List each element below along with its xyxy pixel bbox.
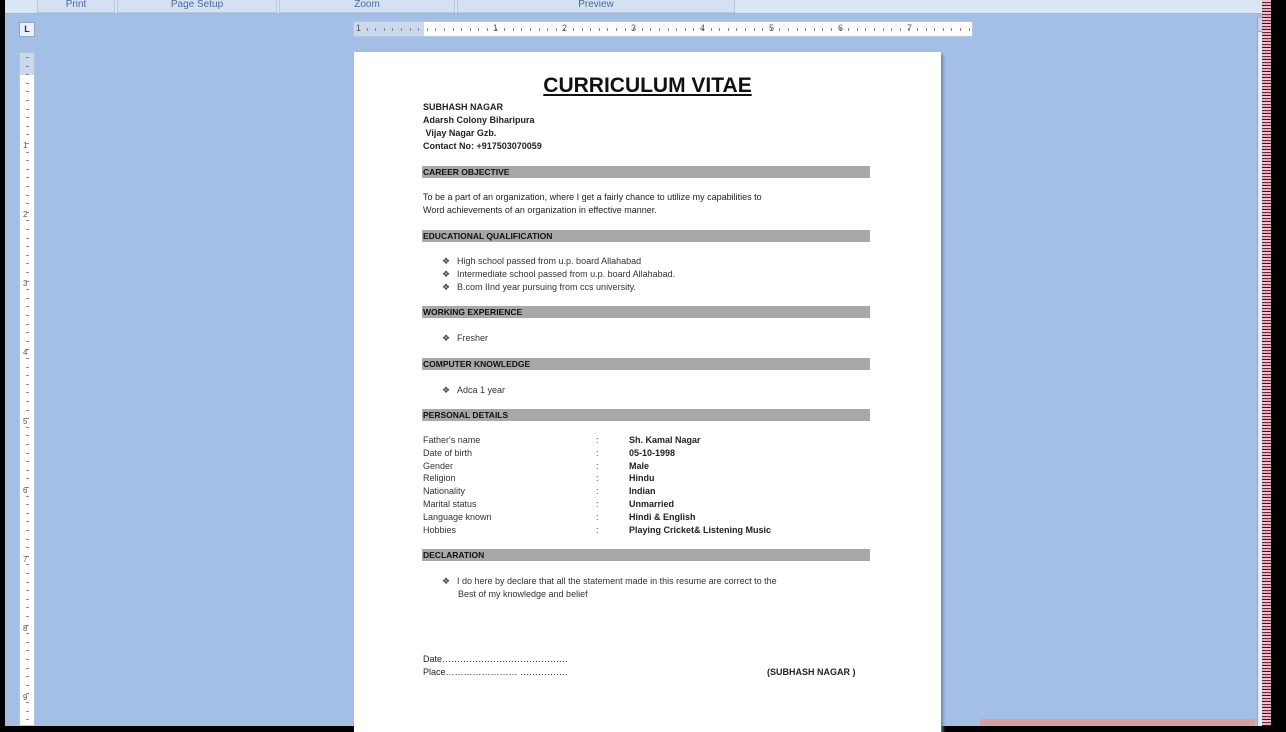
personal-colon: : xyxy=(596,486,599,497)
ruler-tick xyxy=(26,633,29,634)
ruler-tick xyxy=(26,66,29,67)
ruler-tick xyxy=(719,28,720,31)
ruler-tick xyxy=(590,28,591,31)
ruler-number: 6 xyxy=(838,23,844,33)
personal-colon: : xyxy=(596,447,599,458)
bullet-icon: ❖ xyxy=(442,256,451,266)
word-window xyxy=(5,0,1262,726)
ruler-tick xyxy=(848,28,849,31)
ruler-tick xyxy=(26,470,29,471)
ruler-tick xyxy=(26,676,29,677)
ruler-tick xyxy=(26,186,29,187)
ruler-number: 4 xyxy=(700,23,706,33)
ruler-tick xyxy=(26,461,29,462)
ruler-number: 3 xyxy=(631,23,637,33)
ruler-tick xyxy=(487,28,488,31)
ruler-tick xyxy=(26,117,29,118)
ruler-tick xyxy=(934,28,935,31)
horizontal-ruler[interactable] xyxy=(353,21,973,37)
ruler-tick xyxy=(754,28,755,31)
ruler-tick xyxy=(26,659,29,660)
ruler-tick xyxy=(461,28,462,31)
vertical-ruler[interactable] xyxy=(19,52,35,726)
ruler-tick xyxy=(951,28,952,31)
contact-line: Contact No: +917503070059 xyxy=(423,141,542,151)
ruler-tick xyxy=(401,28,402,31)
ruler-number: 4 xyxy=(23,348,28,357)
ruler-tick xyxy=(453,28,454,31)
declaration-text-2: Best of my knowledge and belief xyxy=(458,589,588,599)
ruler-tick xyxy=(26,435,29,436)
ruler-tick xyxy=(943,28,944,31)
personal-colon: : xyxy=(596,511,599,522)
ruler-tick xyxy=(26,367,29,368)
personal-colon: : xyxy=(596,435,599,445)
bullet-icon: ❖ xyxy=(442,576,451,586)
computer-item: ❖ Adca 1 year xyxy=(442,385,506,395)
ruler-tick xyxy=(900,28,901,31)
ruler-number: 1 xyxy=(493,23,499,33)
ruler-tick xyxy=(504,28,505,31)
date-line: Date…………………………………… xyxy=(423,654,569,664)
ruler-tick xyxy=(26,410,29,411)
ruler-tick xyxy=(26,478,29,479)
ruler-tick xyxy=(418,28,419,31)
personal-label: Gender xyxy=(423,460,454,471)
ruler-tick xyxy=(26,134,29,135)
section-working-experience: WORKING EXPERIENCE xyxy=(422,306,870,318)
personal-colon: : xyxy=(596,499,599,509)
ruler-tick xyxy=(26,152,29,153)
education-item: ❖ Intermediate school passed from u.p. board Allahabad. xyxy=(442,269,676,279)
ruler-tick xyxy=(444,28,445,31)
ruler-tick xyxy=(582,28,583,31)
section-education: EDUCATIONAL QUALIFICATION xyxy=(422,230,870,242)
ruler-tick xyxy=(960,28,961,31)
ruler-tick xyxy=(26,255,29,256)
personal-value: Sh. Kamal Nagar xyxy=(629,435,701,445)
ruler-tick xyxy=(805,28,806,31)
ribbon-group-print[interactable]: Print xyxy=(37,0,115,13)
section-personal-details: PERSONAL DETAILS xyxy=(422,409,870,421)
ruler-tick xyxy=(883,28,884,31)
ruler-tick xyxy=(26,238,29,239)
ruler-tick xyxy=(530,28,531,31)
ruler-tick xyxy=(547,28,548,31)
ruler-tick xyxy=(384,28,385,31)
personal-value: Hindi & English xyxy=(629,511,696,522)
bullet-icon: ❖ xyxy=(442,385,451,395)
ruler-tick xyxy=(26,109,29,110)
ruler-tick xyxy=(513,28,514,31)
ruler-tick xyxy=(367,28,368,31)
ruler-tick xyxy=(26,263,29,264)
ruler-tick xyxy=(26,504,29,505)
ruler-tick xyxy=(650,28,651,31)
ruler-tick xyxy=(865,28,866,31)
ruler-tick xyxy=(26,289,29,290)
ruler-tick xyxy=(26,341,29,342)
ruler-tick xyxy=(470,28,471,31)
ruler-tick xyxy=(26,392,29,393)
address-line-1: Adarsh Colony Biharipura xyxy=(423,115,535,125)
personal-label: Religion xyxy=(423,473,456,484)
document-page[interactable] xyxy=(354,52,941,732)
ruler-tick xyxy=(762,28,763,31)
ruler-tick xyxy=(26,582,29,583)
ruler-number: 5 xyxy=(769,23,775,33)
ruler-tick xyxy=(26,177,29,178)
ruler-number: 2 xyxy=(23,210,28,219)
ruler-number: 6 xyxy=(23,486,28,495)
ruler-tick xyxy=(26,272,29,273)
ruler-tick xyxy=(607,28,608,31)
ruler-tick xyxy=(26,375,29,376)
ruler-tick xyxy=(693,28,694,31)
ruler-tick xyxy=(26,126,29,127)
ruler-tick xyxy=(573,28,574,31)
declaration-item: ❖ I do here by declare that all the statement made in this resume are correct to the xyxy=(442,576,777,586)
ruler-tick xyxy=(26,315,29,316)
ruler-tick xyxy=(26,358,29,359)
ruler-tick xyxy=(26,547,29,548)
personal-colon: : xyxy=(596,460,599,471)
ruler-tick xyxy=(26,444,29,445)
ruler-tick xyxy=(917,28,918,31)
ruler-tick xyxy=(521,28,522,31)
ruler-tick xyxy=(26,57,29,58)
ruler-tick xyxy=(599,28,600,31)
ruler-tick xyxy=(26,607,29,608)
ruler-tick xyxy=(659,28,660,31)
ruler-tick xyxy=(711,28,712,31)
ruler-tick xyxy=(26,306,29,307)
education-item: ❖ High school passed from u.p. board Allahabad xyxy=(442,256,642,266)
ruler-tick xyxy=(26,616,29,617)
ribbon-group-page-setup[interactable]: Page Setup xyxy=(117,0,277,13)
personal-label: Father's name xyxy=(423,435,481,445)
ruler-tick xyxy=(26,711,29,712)
ruler-number: 9 xyxy=(23,693,28,702)
ruler-tick xyxy=(779,28,780,31)
name-line: SUBHASH NAGAR xyxy=(423,102,504,112)
ruler-tick xyxy=(728,28,729,31)
ruler-tick xyxy=(556,28,557,31)
ruler-tick xyxy=(26,401,29,402)
personal-colon: : xyxy=(596,473,599,484)
personal-value: 05-10-1998 xyxy=(629,447,676,458)
career-text-2: Word achievements of an organization in effective manner. xyxy=(423,205,657,215)
tab-selector[interactable]: L xyxy=(19,22,35,37)
ruler-tick xyxy=(926,28,927,31)
cv-title: CURRICULUM VITAE xyxy=(543,74,752,97)
ruler-number: 1 xyxy=(356,23,362,33)
ruler-tick xyxy=(857,28,858,31)
screen-edge-artifact xyxy=(1262,0,1271,726)
ruler-tick xyxy=(375,28,376,31)
ruler-number: 2 xyxy=(562,23,568,33)
education-item: ❖ B.com IInd year pursuing from ccs university. xyxy=(442,282,636,292)
ruler-tick xyxy=(26,642,29,643)
ruler-tick xyxy=(26,324,29,325)
ruler-tick xyxy=(26,100,29,101)
ruler-tick xyxy=(26,229,29,230)
ruler-tick xyxy=(26,220,29,221)
ruler-tick xyxy=(26,246,29,247)
ruler-tick xyxy=(26,719,29,720)
ruler-tick xyxy=(26,427,29,428)
ruler-tick xyxy=(26,91,29,92)
ruler-tick xyxy=(676,28,677,31)
ruler-number: 7 xyxy=(23,555,28,564)
ruler-tick xyxy=(478,28,479,31)
ruler-tick xyxy=(26,384,29,385)
ruler-tick xyxy=(788,28,789,31)
ruler-tick xyxy=(26,298,29,299)
ruler-tick xyxy=(969,28,970,31)
place-line: Place…………………… ……………. xyxy=(423,667,568,677)
section-declaration: DECLARATION xyxy=(422,549,870,561)
ruler-tick xyxy=(26,160,29,161)
personal-label: Date of birth xyxy=(423,447,473,458)
personal-value: Hindu xyxy=(629,473,655,484)
ruler-tick xyxy=(26,573,29,574)
ruler-number: 3 xyxy=(23,279,28,288)
ruler-tick xyxy=(625,28,626,31)
ruler-tick xyxy=(539,28,540,31)
ruler-tick xyxy=(392,28,393,31)
ruler-tick xyxy=(814,28,815,31)
status-strip xyxy=(980,719,1255,726)
ruler-tick xyxy=(435,28,436,31)
ruler-tick xyxy=(745,28,746,31)
bullet-icon: ❖ xyxy=(442,333,451,343)
ruler-tick xyxy=(26,203,29,204)
address-line-2: Vijay Nagar Gzb. xyxy=(423,128,497,138)
ruler-tick xyxy=(26,668,29,669)
ruler-tick xyxy=(26,599,29,600)
ruler-number: 5 xyxy=(23,417,28,426)
ruler-tick xyxy=(26,564,29,565)
personal-colon: : xyxy=(596,524,599,535)
ruler-tick xyxy=(874,28,875,31)
personal-value: Indian xyxy=(629,486,656,497)
ruler-tick xyxy=(26,169,29,170)
ruler-tick xyxy=(797,28,798,31)
ruler-tick xyxy=(26,702,29,703)
signature: (SUBHASH NAGAR ) xyxy=(767,667,856,677)
ruler-tick xyxy=(26,453,29,454)
ruler-tick xyxy=(26,513,29,514)
ruler-tick xyxy=(891,28,892,31)
personal-value: Playing Cricket& Listening Music xyxy=(629,524,772,535)
ruler-tick xyxy=(685,28,686,31)
ruler-tick xyxy=(668,28,669,31)
ruler-number: 1 xyxy=(23,141,28,150)
ruler-tick xyxy=(26,521,29,522)
ruler-tick xyxy=(822,28,823,31)
personal-value: Male xyxy=(629,460,650,471)
ribbon-group-labels xyxy=(5,0,1262,14)
ruler-tick xyxy=(410,28,411,31)
ribbon-group-zoom[interactable]: Zoom xyxy=(279,0,455,13)
work-item: ❖ Fresher xyxy=(442,333,489,343)
ruler-tick xyxy=(26,539,29,540)
ruler-tick xyxy=(26,195,29,196)
personal-label: Nationality xyxy=(423,486,466,497)
personal-label: Hobbies xyxy=(423,524,457,535)
bullet-icon: ❖ xyxy=(442,282,451,292)
ruler-tick xyxy=(26,83,29,84)
ruler-tick xyxy=(831,28,832,31)
bullet-icon: ❖ xyxy=(442,269,451,279)
ruler-tick xyxy=(736,28,737,31)
personal-label: Marital status xyxy=(423,499,477,509)
ruler-tick xyxy=(26,74,29,75)
ruler-tick xyxy=(26,332,29,333)
personal-value: Unmarried xyxy=(629,499,675,509)
ruler-number: 8 xyxy=(23,624,28,633)
ruler-tick xyxy=(642,28,643,31)
career-text-1: To be a part of an organization, where I get a fairly chance to utilize my capabilities to xyxy=(423,192,762,202)
section-computer-knowledge: COMPUTER KNOWLEDGE xyxy=(422,358,870,370)
ruler-tick xyxy=(616,28,617,31)
ruler-tick xyxy=(26,530,29,531)
section-career-objective: CAREER OBJECTIVE xyxy=(422,166,870,178)
ribbon-group-preview[interactable]: Preview xyxy=(457,0,735,13)
ruler-tick xyxy=(427,28,428,31)
ruler-tick xyxy=(26,685,29,686)
ruler-tick xyxy=(26,496,29,497)
ruler-tick xyxy=(26,590,29,591)
ruler-tick xyxy=(26,650,29,651)
ruler-number: 7 xyxy=(907,23,913,33)
personal-label: Language known xyxy=(423,511,492,522)
